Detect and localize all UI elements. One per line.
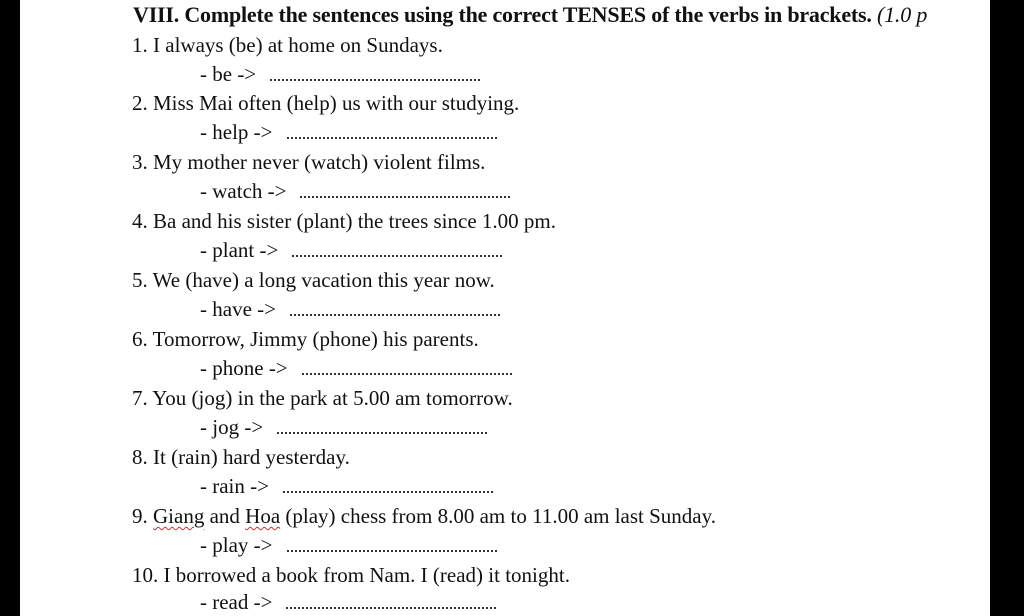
answer-blank[interactable] <box>277 418 487 434</box>
question-3 <box>132 150 485 175</box>
question-sentence: We (have) a long vacation this year now. <box>152 268 495 292</box>
answer-blank[interactable] <box>286 593 496 609</box>
answer-line-8 <box>200 474 493 499</box>
question-number: 6. <box>132 327 148 351</box>
verb-prompt: - jog -> <box>200 415 264 439</box>
question-number: 2. <box>132 91 148 115</box>
question-2 <box>132 91 519 116</box>
question-number: 1. <box>132 33 148 57</box>
spellcheck-name: Giang <box>153 504 205 528</box>
question-9 <box>132 504 716 529</box>
answer-line-10 <box>200 590 496 615</box>
exercise-title <box>133 2 927 28</box>
question-sentence: I borrowed a book from Nam. I (read) it tonight. <box>163 563 570 587</box>
answer-blank[interactable] <box>290 300 500 316</box>
question-number: 8. <box>132 445 148 469</box>
exercise-title-text: VIII. Complete the sentences using the correct TENSES of the verbs in brackets. <box>133 2 872 27</box>
verb-prompt: - watch -> <box>200 179 287 203</box>
question-number: 7. <box>132 386 148 410</box>
question-sentence-part: (play) chess from 8.00 am to 11.00 am last Sunday. <box>285 504 717 528</box>
verb-prompt: - be -> <box>200 62 257 86</box>
exercise-points: (1.0 p <box>877 2 928 27</box>
answer-line-7 <box>200 415 487 440</box>
answer-line-4 <box>200 238 502 263</box>
question-sentence: You (jog) in the park at 5.00 am tomorrow. <box>152 386 513 410</box>
question-5 <box>132 268 495 293</box>
question-4 <box>132 209 556 234</box>
answer-line-5 <box>200 297 500 322</box>
question-sentence: My mother never (watch) violent films. <box>153 150 486 174</box>
verb-prompt: - play -> <box>200 533 273 557</box>
answer-line-6 <box>200 356 512 381</box>
question-sentence: I always (be) at home on Sundays. <box>153 33 443 57</box>
verb-prompt: - read -> <box>200 590 273 614</box>
answer-blank[interactable] <box>292 241 502 257</box>
question-number: 10. <box>132 563 159 587</box>
question-number: 4. <box>132 209 148 233</box>
answer-blank[interactable] <box>270 65 480 81</box>
verb-prompt: - plant -> <box>200 238 279 262</box>
question-sentence-part: and <box>209 504 240 528</box>
question-6 <box>132 327 479 352</box>
question-sentence: Miss Mai often (help) us with our studying. <box>153 91 520 115</box>
worksheet-page <box>20 0 990 616</box>
question-10 <box>132 563 570 588</box>
question-number: 9. <box>132 504 148 528</box>
answer-blank[interactable] <box>302 359 512 375</box>
question-number: 3. <box>132 150 148 174</box>
answer-blank[interactable] <box>287 536 497 552</box>
answer-line-1 <box>200 62 480 87</box>
question-sentence: Tomorrow, Jimmy (phone) his parents. <box>152 327 479 351</box>
answer-line-9 <box>200 533 497 558</box>
question-number: 5. <box>132 268 148 292</box>
answer-blank[interactable] <box>287 123 497 139</box>
verb-prompt: - have -> <box>200 297 276 321</box>
spellcheck-name: Hoa <box>245 504 281 528</box>
question-1 <box>132 33 443 58</box>
verb-prompt: - phone -> <box>200 356 288 380</box>
question-7 <box>132 386 513 411</box>
answer-line-3 <box>200 179 510 204</box>
answer-line-2 <box>200 120 497 145</box>
answer-blank[interactable] <box>283 477 493 493</box>
question-sentence: It (rain) hard yesterday. <box>153 445 350 469</box>
verb-prompt: - rain -> <box>200 474 269 498</box>
answer-blank[interactable] <box>300 182 510 198</box>
verb-prompt: - help -> <box>200 120 273 144</box>
question-sentence: Ba and his sister (plant) the trees since 1.00 pm. <box>153 209 556 233</box>
question-8 <box>132 445 350 470</box>
